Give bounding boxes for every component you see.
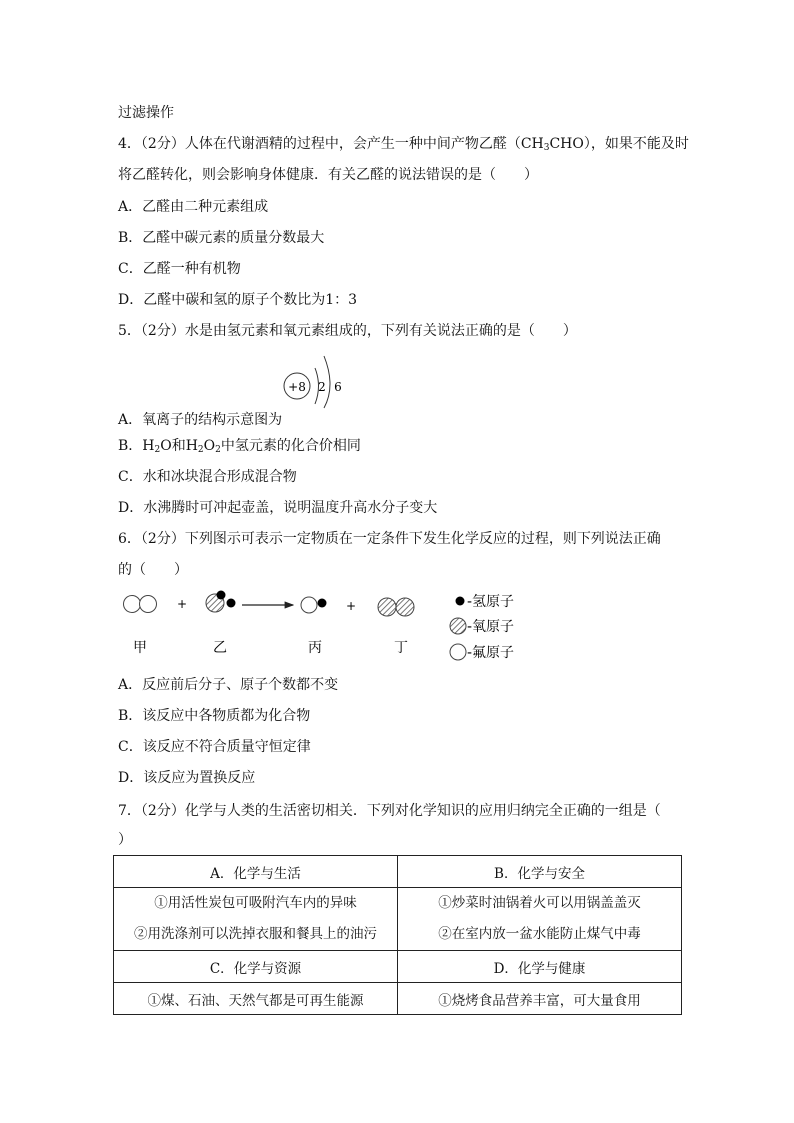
q5-b-part: O [203,438,216,454]
q6-option-d: D．该反应为置换反应 [118,770,256,786]
cell-a-item-1: ①用活性炭包可吸附汽车内的异味 [154,895,357,911]
q5-option-a: A．氧离子的结构示意图为 [118,412,283,428]
q7-stem-line1: 7．（2分）化学与人类的生活密切相关．下列对化学知识的应用归纳完全正确的一组是（ [118,803,661,819]
cell-b-items [398,888,682,951]
q4-option-c: C．乙醛一种有机物 [118,261,241,277]
legend-oxygen-symbol [450,618,466,634]
q5-b-part: 中氢元素的化合价相同 [220,438,361,454]
q5-b-part: O和H [160,438,198,454]
q6-option-a: A．反应前后分子、原子个数都不变 [118,677,339,693]
q5-stem: 5．（2分）水是由氢元素和氧元素组成的，下列有关说法正确的是（ ） [118,323,577,339]
label-jia: 甲 [133,640,147,656]
cell-d-item-1: ①烧烤食品营养丰富，可大量食用 [398,983,682,1015]
q5-b-part: B．H [118,438,155,454]
q4-option-b: B．乙醛中碳元素的质量分数最大 [118,230,325,246]
label-ding: 丁 [394,640,408,656]
q7-option-table [113,855,682,1015]
cell-c-item-1: ①煤、石油、天然气都是可再生能源 [114,983,398,1015]
q4-subscript: 3 [543,143,550,153]
cell-a-item-2: ②用洗涤剂可以洗掉衣服和餐具上的油污 [134,926,377,942]
q4-stem-line2: 将乙醛转化，则会影响身体健康．有关乙醛的说法错误的是（ ） [118,167,538,183]
oxygen-atom-structure-diagram [280,350,350,410]
q6-option-c: C．该反应不符合质量守恒定律 [118,739,311,755]
molecule-jia [124,596,157,613]
q4-stem-part: CHO），如果不能及时 [549,136,689,152]
legend-hydrogen-label: -氢原子 [467,594,515,610]
shell2-electrons: 6 [334,380,342,394]
q6-stem-line2: 的（ ） [118,562,188,578]
legend-fluorine-label: -氟原子 [467,645,515,661]
cell-d-title: D．化学与健康 [398,951,682,983]
q6-option-b: B．该反应中各物质都为化合物 [118,708,311,724]
q7-stem-line2: ） [118,832,132,848]
legend-hydrogen-symbol [456,597,465,606]
q5-option-d: D．水沸腾时可冲起壶盖，说明温度升高水分子变大 [118,500,438,516]
q4-stem-part: 4．（2分）人体在代谢酒精的过程中，会产生一种中间产物乙醛（CH [118,136,544,152]
q6-stem-line1: 6．（2分）下列图示可表示一定物质在一定条件下发生化学反应的过程，则下列说法正确 [118,531,661,547]
legend-oxygen-label: -氧原子 [467,619,515,635]
molecule-ding [378,598,414,616]
legend-fluorine-symbol [450,644,466,660]
cell-b-item-2: ②在室内放一盆水能防止煤气中毒 [438,926,641,942]
legend [450,594,514,661]
nucleus-charge: +8 [288,380,306,394]
cell-a-title: A．化学与生活 [114,856,398,888]
plus-sign-2: + [345,599,357,613]
q5-option-b [118,437,361,455]
q4-option-a: A．乙醛由二种元素组成 [118,199,269,215]
q5-b-sub: 2 [197,445,204,455]
cell-a-items [114,888,398,951]
q4-stem-line1 [118,135,689,153]
q5-b-sub: 2 [215,445,221,455]
q4-option-d: D．乙醛中碳和氢的原子个数比为1：3 [118,292,358,308]
label-yi: 乙 [213,640,227,656]
shell1-electrons: 2 [318,380,326,394]
plus-sign-1: + [176,597,188,611]
q5-option-c: C．水和冰块混合形成混合物 [118,469,297,485]
cell-b-item-1: ①炒菜时油锅着火可以用锅盖盖灭 [438,895,641,911]
reaction-diagram [115,588,535,668]
label-bing: 丙 [308,640,322,656]
molecule-bing [301,597,327,613]
molecule-yi [206,591,236,613]
cell-b-title: B．化学与安全 [398,856,682,888]
cell-c-title: C．化学与资源 [114,951,398,983]
q5-b-sub: 2 [154,445,161,455]
prev-question-tail: 过滤操作 [118,105,174,121]
